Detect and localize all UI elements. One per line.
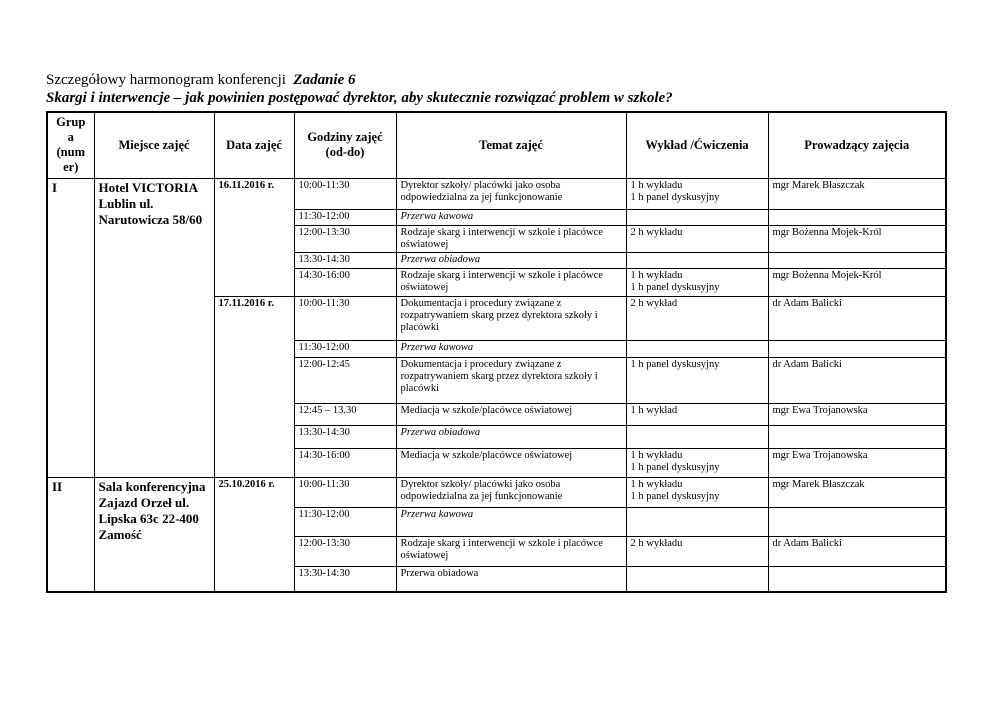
session-type: 1 h wykład xyxy=(626,403,768,425)
col-lecturer: Prowadzący zajęcia xyxy=(768,112,946,178)
col-group-line: (num xyxy=(56,145,85,160)
session-date: 16.11.2016 r. xyxy=(214,178,294,296)
col-hours xyxy=(294,112,396,178)
session-type: 1 h wykładu 1 h panel dyskusyjny xyxy=(626,448,768,477)
session-hours: 11:30-12:00 xyxy=(294,209,396,225)
session-type: 1 h panel dyskusyjny xyxy=(626,357,768,403)
col-type: Wykład /Ćwiczenia xyxy=(626,112,768,178)
session-date: 25.10.2016 r. xyxy=(214,477,294,592)
session-lecturer: mgr Ewa Trojanowska xyxy=(768,448,946,477)
session-topic: Dyrektor szkoły/ placówki jako osoba odpowiedzialna za jej funkcjonowanie xyxy=(396,477,626,507)
task-label: Zadanie 6 xyxy=(293,72,356,88)
session-hours: 10:00-11:30 xyxy=(294,178,396,209)
session-lecturer: mgr Ewa Trojanowska xyxy=(768,403,946,425)
col-group-line: a xyxy=(67,130,74,145)
session-topic: Przerwa obiadowa xyxy=(396,425,626,448)
session-hours: 13:30-14:30 xyxy=(294,425,396,448)
session-lecturer: dr Adam Balicki xyxy=(768,357,946,403)
session-topic: Rodzaje skarg i interwencji w szkole i placówce oświatowej xyxy=(396,225,626,252)
session-hours: 11:30-12:00 xyxy=(294,340,396,357)
session-topic: Przerwa obiadowa xyxy=(396,566,626,592)
schedule-table xyxy=(46,111,947,593)
table-row xyxy=(47,178,946,209)
session-topic: Rodzaje skarg i interwencji w szkole i placówce oświatowej xyxy=(396,268,626,296)
session-type xyxy=(626,252,768,268)
session-type xyxy=(626,425,768,448)
session-type: 2 h wykład xyxy=(626,296,768,340)
col-group-line: Grup xyxy=(56,115,86,130)
session-hours: 12:00-12:45 xyxy=(294,357,396,403)
session-topic: Przerwa kawowa xyxy=(396,340,626,357)
session-lecturer: mgr Bożenna Mojek-Król xyxy=(768,225,946,252)
col-hours-line: Godziny zajęć xyxy=(307,130,383,145)
schedule-title-text: Szczegółowy harmonogram konferencji xyxy=(46,72,286,88)
session-type xyxy=(626,209,768,225)
session-topic: Przerwa kawowa xyxy=(396,209,626,225)
session-lecturer: mgr Marek Błaszczak xyxy=(768,477,946,507)
session-topic: Dyrektor szkoły/ placówki jako osoba odpowiedzialna za jej funkcjonowanie xyxy=(396,178,626,209)
header-row xyxy=(47,112,946,178)
session-type: 2 h wykładu xyxy=(626,225,768,252)
session-hours: 12:00-13:30 xyxy=(294,536,396,566)
session-hours: 13:30-14:30 xyxy=(294,566,396,592)
col-date: Data zajęć xyxy=(214,112,294,178)
session-hours: 11:30-12:00 xyxy=(294,507,396,536)
session-lecturer: dr Adam Balicki xyxy=(768,296,946,340)
session-hours: 10:00-11:30 xyxy=(294,296,396,340)
session-lecturer: mgr Bożenna Mojek-Król xyxy=(768,268,946,296)
session-type: 1 h wykładu 1 h panel dyskusyjny xyxy=(626,477,768,507)
session-hours: 12:00-13:30 xyxy=(294,225,396,252)
col-hours-line: (od-do) xyxy=(325,145,365,160)
session-hours: 13:30-14:30 xyxy=(294,252,396,268)
schedule-body xyxy=(47,178,946,592)
col-group xyxy=(47,112,94,178)
venue: Sala konferencyjna Zajazd Orzeł ul. Lipska 63c 22-400 Zamość xyxy=(94,477,214,592)
session-hours: 10:00-11:30 xyxy=(294,477,396,507)
session-topic: Dokumentacja i procedury związane z rozpatrywaniem skarg przez dyrektora szkoły i placówki xyxy=(396,357,626,403)
venue: Hotel VICTORIA Lublin ul. Narutowicza 58/60 xyxy=(94,178,214,477)
group-number: I xyxy=(47,178,94,477)
table-row xyxy=(47,477,946,507)
conference-subtitle: Skargi i interwencje – jak powinien postępować dyrektor, aby skutecznie rozwiązać problem w szkole? xyxy=(46,90,673,106)
session-lecturer xyxy=(768,252,946,268)
session-type xyxy=(626,340,768,357)
session-type: 1 h wykładu 1 h panel dyskusyjny xyxy=(626,178,768,209)
session-type: 1 h wykładu 1 h panel dyskusyjny xyxy=(626,268,768,296)
col-group-line: er) xyxy=(63,160,79,175)
session-topic: Rodzaje skarg i interwencji w szkole i placówce oświatowej xyxy=(396,536,626,566)
session-topic: Mediacja w szkole/placówce oświatowej xyxy=(396,403,626,425)
session-topic: Mediacja w szkole/placówce oświatowej xyxy=(396,448,626,477)
session-topic: Przerwa kawowa xyxy=(396,507,626,536)
session-lecturer xyxy=(768,425,946,448)
group-number: II xyxy=(47,477,94,592)
session-type xyxy=(626,507,768,536)
session-lecturer xyxy=(768,507,946,536)
session-lecturer: dr Adam Balicki xyxy=(768,536,946,566)
session-type: 2 h wykładu xyxy=(626,536,768,566)
schedule-title xyxy=(46,72,356,89)
session-date: 17.11.2016 r. xyxy=(214,296,294,477)
session-lecturer xyxy=(768,340,946,357)
session-topic: Przerwa obiadowa xyxy=(396,252,626,268)
session-lecturer xyxy=(768,566,946,592)
session-type xyxy=(626,566,768,592)
session-lecturer xyxy=(768,209,946,225)
col-topic: Temat zajęć xyxy=(396,112,626,178)
session-hours: 14:30-16:00 xyxy=(294,268,396,296)
session-lecturer: mgr Marek Błaszczak xyxy=(768,178,946,209)
session-hours: 14:30-16:00 xyxy=(294,448,396,477)
session-topic: Dokumentacja i procedury związane z rozpatrywaniem skarg przez dyrektora szkoły i placówki xyxy=(396,296,626,340)
col-place: Miejsce zajęć xyxy=(94,112,214,178)
session-hours: 12:45 – 13.30 xyxy=(294,403,396,425)
